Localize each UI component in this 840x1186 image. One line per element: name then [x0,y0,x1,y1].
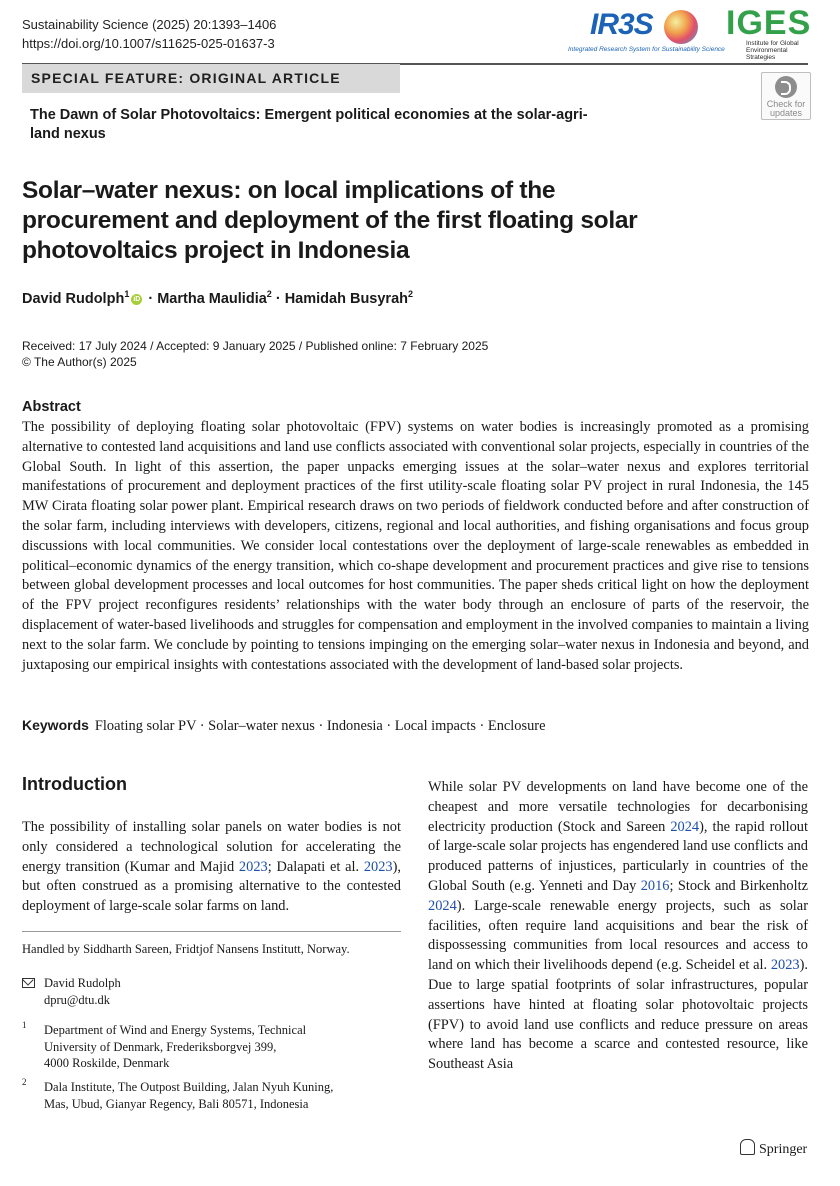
affiliation-marker: 1 [124,289,130,299]
check-for-updates-label: Check for updates [766,99,806,118]
citation-link[interactable]: 2023 [363,858,393,875]
publisher-name: Springer [759,1142,808,1157]
keywords [22,717,545,735]
publication-dates [22,338,488,370]
citation-link[interactable]: 2024 [670,818,700,835]
affiliation-number: 2 [22,1077,27,1087]
history-dates: Received: 17 July 2024 / Accepted: 9 January 2025 / Published online: 7 February 2025 [22,339,489,353]
citation-link[interactable]: 2023 [238,858,268,875]
ir3s-logo [568,6,725,56]
contact-name: David Rudolph [44,976,121,990]
special-feature-title: The Dawn of Solar Photovoltaics: Emergent political economies at the solar-agri-land nexus [30,107,588,142]
article-type-bar [22,64,400,93]
affiliation-marker: 2 [266,289,272,299]
affiliation-2: Dala Institute, The Outpost Building, Jalan Nyuh Kuning, Mas, Ubud, Gianyar Regency, Bali 80571, Indonesia [44,1080,334,1111]
iges-subtitle-line2: Environmental Strategies [746,47,788,61]
envelope-icon [22,978,35,988]
affiliation-1: Department of Wind and Energy Systems, Technical University of Denmark, Frederiksborgvej 399, 4000 Roskilde, Denmark [44,1023,307,1070]
copyright-notice: © The Author(s) 2025 [22,355,137,369]
keywords-list: Floating solar PV · Solar–water nexus · Indonesia · Local impacts · Enclosure [94,718,546,734]
affiliation-marker: 2 [408,289,414,299]
ir3s-logo-subtitle: Integrated Research System for Sustainability Science [568,46,725,53]
iges-logo-subtitle [746,40,816,61]
author-name[interactable]: Hamidah Busyrah [284,290,408,307]
contact-email[interactable]: dpru@dtu.dk [44,992,111,1007]
check-for-updates-button[interactable] [761,72,811,120]
orcid-icon[interactable]: iD [133,295,141,303]
author-name[interactable]: David Rudolph [22,290,125,307]
iges-subtitle-line1: Institute for Global [746,40,799,47]
journal-citation: Sustainability Science (2025) 20:1393–1406 [22,17,277,32]
globe-icon [664,10,698,44]
introduction-right-column: While solar PV developments on land have become one of the cheapest and more versatile technologies for decarbonising electricity production (Stock and Sareen 2024), the rapid rollout of large-scale solar projects has engendered land use conflicts and produced patterns of injustices, particularly in countries of the Global South (e.g. Yenneti and Day 2016; Stock and Birkenholtz 2024). Large-scale renewable energy projects, such as solar facilities, often require land acquisitions and bear the risk of dispossessing communities from local resources and access to land on which their livelihoods depend (e.g. Scheidel et al. 2023). Due to large spatial footprints of solar infrastructures, popular assertions have hinted at floating solar photovoltaic projects (FPV) to avoid land use conflicts and reduce pressure on areas where land has become a scarce and contested resource, like Southeast Asia [428,779,808,1073]
introduction-heading: Introduction [22,774,127,794]
springer-logo [740,1139,807,1158]
springer-horse-icon [740,1139,755,1155]
paper-title: Solar–water nexus: on local implications of the procurement and deployment of the first floating solar photovoltaics project in Indonesia [22,177,638,264]
introduction-left-column: The possibility of installing solar panels on water bodies is not only considered a technological solution for accelerating the energy transition (Kumar and Majid 2023; Dalapati et al. 2023), but often construed as a promising alternative to the contested deployment of large-scale solar farms on land. [22,819,401,915]
citation-link[interactable]: 2023 [770,957,800,974]
abstract-heading: Abstract [22,399,81,415]
author-name[interactable]: Martha Maulidia [157,290,267,307]
article-type-label: SPECIAL FEATURE: ORIGINAL ARTICLE [31,70,341,86]
author-separator: · [271,290,285,307]
author-list [22,289,413,307]
ir3s-logo-text: IR3S [590,8,653,41]
handling-editor: Handled by Siddharth Sareen, Fridtjof Nansens Institutt, Norway. [22,942,350,956]
citation-link[interactable]: 2016 [640,877,670,894]
doi-link[interactable]: https://doi.org/10.1007/s11625-025-01637-3 [22,36,275,51]
author-separator: · [144,290,158,307]
abstract-text: The possibility of deploying floating solar photovoltaic (FPV) systems on water bodies is increasingly promoted as a promising alternative to contested land acquisitions and land use conflicts associated with conventional solar projects, especially in countries of the Global South. In light of this assertion, the paper unpacks emerging issues at the solar–water nexus and explores territorial manifestations of procurement and deployment practices of the first utility-scale floating solar PV project in rural Indonesia, the 145 MW Cirata floating solar power plant. Empirical research draws on two periods of fieldwork conducted before and after construction of the solar farm, including interviews with developers, citizens, regional and local authorities, and fishing organisations and focus group discussions with local communities. We consider local contestations over the deployment of large-scale renewables as embedded in political–economic dynamics of the energy transition, which co-shape development and procurement practices and give rise to tensions between global development processes and local outcomes for host communities. The paper sheds critical light on how the deployment of the FPV project reconfigures residents’ relationships with the water body through an enclosure of parts of the reservoir, the displacement of water-based livelihoods and struggles for compensation and employment in the involved companies to maintain a living next to the solar farm. We conclude by pointing to tensions impinging on the emerging solar–water nexus in Indonesia and beyond, and juxtaposing our empirical insights with contestations associated with the development of land-based solar projects. [22,419,809,673]
footnote-divider [22,931,401,932]
keywords-heading: Keywords [22,717,89,733]
crossmark-icon [775,76,797,98]
affiliation-number: 1 [22,1020,27,1030]
iges-logo-text: IGES [726,4,812,42]
corresponding-author [44,975,121,1008]
iges-logo [726,4,816,61]
citation-link[interactable]: 2024 [428,897,457,914]
